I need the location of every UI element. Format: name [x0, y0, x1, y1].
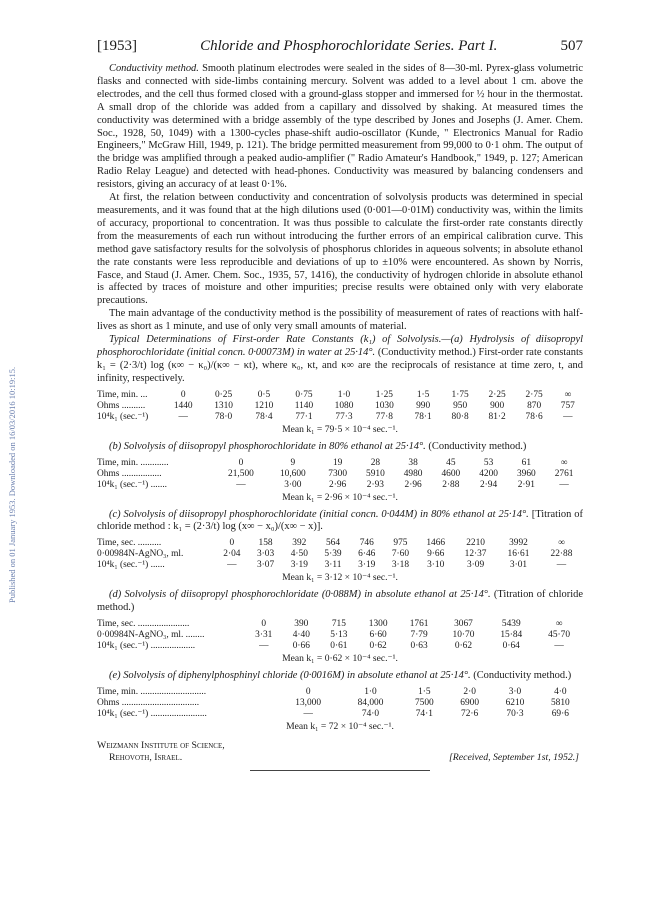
- table-cell: 0·61: [330, 641, 348, 652]
- table-cell: 9·66: [427, 549, 445, 560]
- table-cell: 0·63: [410, 641, 428, 652]
- table-cell: 6·46: [358, 549, 376, 560]
- table-cell: 1·5: [418, 687, 431, 698]
- table-cell: 3·19: [358, 560, 376, 571]
- table-cell: 80·8: [451, 411, 469, 422]
- table-cell: 1·25: [375, 389, 393, 400]
- table-cell: 4980: [403, 468, 423, 479]
- table-cell: 3·18: [391, 560, 410, 571]
- table-cell: 0: [180, 389, 186, 400]
- table-cell: 78·4: [255, 411, 273, 422]
- table-cell: 1·0: [364, 687, 377, 698]
- table-row: [97, 641, 583, 652]
- row-label: 0·00984N-AgNO₃, ml. ........: [97, 630, 205, 641]
- table-cell: 4600: [441, 468, 461, 479]
- table-cell: 975: [393, 538, 408, 549]
- table-cell: ∞: [558, 538, 565, 549]
- footer: [97, 740, 583, 764]
- table-cell: 950: [453, 400, 468, 411]
- table-cell: 564: [325, 538, 341, 549]
- table-cell: 1·5: [416, 389, 430, 400]
- table-cell: 757: [560, 400, 575, 411]
- table-cell: 2·25: [488, 389, 506, 400]
- paragraph-advantage: The main advantage of the conductivity method is the possibility of measurement of rates of reactions with half-lives as short as 1 minute, and use of only very small amounts of material.: [97, 308, 583, 333]
- table-row: [97, 469, 583, 480]
- table-cell: 2·93: [366, 479, 384, 490]
- paragraph-lead: Typical Determinations of First-order Rate Constants (k₁) of Solvolysis.—(a) Hydrolysis of diisopropyl phosphorochloridate (initial concn. 0·00073M) in water at 25·14°.: [97, 334, 583, 358]
- table-cell: 72·6: [461, 709, 479, 720]
- data-table: [97, 538, 583, 571]
- table-cell: 3067: [454, 619, 473, 630]
- table-cell: 78·1: [414, 411, 432, 422]
- table-cell: 3·10: [427, 560, 445, 571]
- page: [97, 38, 583, 771]
- table-cell: 3·07: [256, 560, 275, 571]
- table-cell: 3·09: [466, 560, 485, 571]
- table-cell: 2·04: [223, 549, 241, 560]
- table-cell: 7300: [328, 468, 348, 479]
- data-tables: [97, 390, 583, 732]
- table-cell: 3·03: [256, 549, 275, 560]
- table-cell: —: [236, 479, 246, 490]
- year: [1953]: [97, 38, 137, 54]
- table-row: [97, 390, 583, 401]
- table-cell: 28: [370, 457, 381, 468]
- table-cell: 0·25: [214, 389, 233, 400]
- table-cell: 0·62: [369, 641, 387, 652]
- table-cell: —: [227, 560, 237, 571]
- table-row: [97, 560, 583, 571]
- mean-rate-constant: Mean k₁ = 0·62 × 10⁻⁴ sec.⁻¹.: [282, 653, 398, 665]
- table-cell: 1310: [214, 400, 233, 411]
- table-cell: 7500: [414, 698, 434, 709]
- row-label: Time, min. ............................: [97, 687, 207, 698]
- row-label: 10⁴k₁ (sec.⁻¹) ......: [97, 560, 165, 571]
- table-cell: 3·00: [284, 479, 302, 490]
- table-heading-italic: (c) Solvolysis of diisopropyl phosphorochloridate (initial concn. 0·044M) in 80% ethanol at 25·14°.: [109, 508, 529, 520]
- table-cell: —: [259, 641, 269, 652]
- table-cell: 1140: [294, 400, 314, 411]
- table-cell: 19: [332, 457, 343, 468]
- table-cell: 2·75: [525, 389, 543, 400]
- table-cell: 21,500: [228, 468, 254, 479]
- table-heading-italic: (e) Solvolysis of diphenylphosphinyl chloride (0·0016M) in absolute ethanol at 25·14°.: [109, 670, 471, 682]
- table-cell: 84,000: [357, 698, 384, 709]
- data-table: [97, 619, 583, 652]
- paragraph-lead: Conductivity method.: [109, 63, 199, 74]
- table-cell: 0·5: [257, 389, 271, 400]
- table-cell: 77·8: [375, 411, 393, 422]
- table-cell: 74·0: [361, 709, 380, 720]
- table-cell: 1440: [173, 400, 193, 411]
- institution-line-2: Rehovoth, Israel.: [109, 752, 183, 764]
- table-row: [97, 687, 583, 698]
- table-cell: 2·91: [517, 479, 535, 490]
- mean-rate-constant: Mean k₁ = 79·5 × 10⁻⁴ sec.⁻¹.: [282, 423, 398, 435]
- table-cell: 900: [490, 400, 505, 411]
- table-cell: 45·70: [548, 630, 571, 641]
- institution-line-1: Weizmann Institute of Science,: [97, 740, 225, 752]
- mean-rate-constant: Mean k₁ = 72 × 10⁻⁴ sec.⁻¹.: [286, 721, 394, 733]
- table-cell: 158: [258, 538, 273, 549]
- table-heading: [97, 670, 583, 683]
- table-cell: 3·19: [290, 560, 308, 571]
- table-cell: 38: [408, 457, 418, 468]
- table-cell: 0: [305, 687, 311, 698]
- table-cell: 6·60: [369, 630, 387, 641]
- table-cell: 78·0: [214, 411, 233, 422]
- table-heading: [97, 589, 583, 615]
- table-cell: 7·60: [391, 549, 410, 560]
- table-cell: 1030: [375, 400, 394, 411]
- table-cell: 10·70: [452, 630, 475, 641]
- table-cell: 22·88: [550, 549, 573, 560]
- table-cell: 16·61: [507, 549, 530, 560]
- table-cell: —: [563, 411, 573, 422]
- table-cell: 74·1: [415, 709, 433, 720]
- table-cell: 2761: [554, 468, 574, 479]
- row-label: 10⁴k₁ (sec.⁻¹) ........................: [97, 709, 207, 720]
- table-cell: 5439: [501, 619, 521, 630]
- paragraph-text: (Conductivity method.) First-order rate constants k₁ = (2·3/t) log (κ∞ − κ₀)/(κ∞ − κt), where κ₀, κt, and κ∞ are the reciprocals of resistance at time zero, t, and infinity, respectively.: [97, 346, 583, 384]
- data-table: [97, 458, 583, 491]
- table-cell: 2·96: [329, 479, 347, 490]
- table-cell: 1·75: [451, 389, 469, 400]
- table-heading: [97, 441, 583, 454]
- table-cell: 7·79: [410, 630, 428, 641]
- table-row: [97, 538, 583, 549]
- table-cell: 0: [229, 538, 235, 549]
- table-cell: 3·11: [324, 560, 342, 571]
- table-cell: —: [559, 479, 569, 490]
- table-cell: —: [178, 411, 188, 422]
- table-cell: 3·31: [255, 630, 273, 641]
- table-cell: 2·0: [463, 687, 476, 698]
- publication-stamp[interactable]: Published on 01 January 1953. Downloaded on 16/03/2016 10:19:15.: [7, 366, 17, 603]
- received-date: [Received, September 1st, 1952.]: [448, 752, 579, 764]
- row-label: 10⁴k₁ (sec.⁻¹): [97, 411, 149, 422]
- page-title: Chloride and Phosphorochloridate Series. Part I.: [200, 38, 498, 54]
- paragraph-typical-determinations: [97, 334, 583, 386]
- table-cell: 1300: [368, 619, 388, 630]
- table-cell: 45: [446, 457, 456, 468]
- row-label: Ohms ..........: [97, 400, 146, 411]
- table-cell: 0·75: [295, 389, 313, 400]
- table-cell: 77·1: [295, 411, 313, 422]
- table-heading-italic: (b) Solvolysis of diisopropyl phosphorochloridate in 80% ethanol at 25·14°.: [109, 440, 426, 452]
- table-cell: 990: [416, 400, 431, 411]
- table-row: [97, 458, 583, 469]
- table-row: [97, 630, 583, 641]
- table-cell: 81·2: [488, 411, 506, 422]
- table-cell: 10,600: [279, 468, 306, 479]
- row-label: Time, min. ...: [97, 389, 148, 400]
- table-cell: 392: [292, 538, 307, 549]
- table-cell: 1466: [426, 538, 446, 549]
- table-cell: 1761: [409, 619, 429, 630]
- row-label: 10⁴k₁ (sec.⁻¹) ...................: [97, 641, 196, 652]
- table-cell: 69·6: [551, 709, 569, 720]
- table-cell: 1210: [254, 400, 274, 411]
- table-heading: [97, 509, 583, 535]
- table-cell: 6900: [460, 698, 480, 709]
- table-cell: ∞: [564, 389, 572, 400]
- table-cell: 77·3: [335, 411, 353, 422]
- page-number: 507: [560, 38, 583, 54]
- table-cell: 4·40: [292, 630, 310, 641]
- table-heading-plain: (Titration of chloride method.): [97, 589, 583, 614]
- table-cell: 0: [261, 619, 267, 630]
- table-heading-plain: (Conductivity method.): [425, 440, 527, 452]
- table-cell: 5910: [366, 468, 385, 479]
- mean-rate-constant: Mean k₁ = 3·12 × 10⁻⁴ sec.⁻¹.: [282, 572, 398, 584]
- mean-rate-constant: Mean k₁ = 2·96 × 10⁻⁴ sec.⁻¹.: [282, 491, 398, 503]
- row-label: Ohms .................................: [97, 698, 200, 709]
- table-cell: ∞: [555, 619, 563, 630]
- data-table: [97, 390, 583, 423]
- row-label: 10⁴k₁ (sec.⁻¹) .......: [97, 479, 168, 490]
- table-cell: 746: [359, 538, 374, 549]
- table-heading-plain: [Titration of chloride method : k₁ = (2·3/t) log (x∞ − x₀)/(x∞ − x)].: [97, 508, 583, 533]
- row-label: 0·00984N-AgNO₃, ml.: [97, 549, 184, 560]
- table-cell: —: [554, 641, 564, 652]
- row-label: Time, sec. ..........: [97, 538, 162, 549]
- table-cell: 2·96: [404, 479, 422, 490]
- table-cell: 3992: [509, 538, 528, 549]
- table-row: [97, 401, 583, 412]
- table-cell: 4·0: [554, 687, 567, 698]
- table-cell: ∞: [560, 457, 568, 468]
- table-heading-italic: (d) Solvolysis of diisopropyl phosphorochloridate (0·088M) in absolute ethanol at 25·14°.: [109, 589, 491, 601]
- table-cell: 13,000: [295, 698, 322, 709]
- paragraph-conductivity-method: [97, 63, 583, 192]
- row-label: Ohms .................: [97, 468, 162, 479]
- table-cell: 61: [521, 457, 531, 468]
- table-cell: 70·3: [506, 709, 524, 720]
- table-cell: 3·0: [508, 687, 522, 698]
- table-cell: —: [556, 560, 567, 571]
- table-cell: 2·94: [479, 479, 498, 490]
- table-cell: 0: [238, 457, 244, 468]
- table-cell: 0·66: [292, 641, 310, 652]
- row-label: Time, sec. ......................: [97, 619, 190, 630]
- table-cell: 9: [290, 457, 296, 468]
- running-head: [97, 38, 583, 55]
- table-cell: —: [303, 709, 313, 720]
- table-cell: 1·0: [337, 389, 351, 400]
- table-row: [97, 412, 583, 423]
- table-cell: 4200: [479, 468, 498, 479]
- table-cell: 5·39: [324, 549, 342, 560]
- data-table: [97, 687, 583, 720]
- table-cell: 390: [294, 619, 309, 630]
- table-cell: 53: [483, 457, 494, 468]
- table-row: [97, 709, 583, 720]
- table-cell: 78·6: [525, 411, 543, 422]
- row-label: Time, min. ............: [97, 457, 169, 468]
- table-cell: 3·01: [509, 560, 528, 571]
- table-row: [97, 619, 583, 630]
- end-rule: [250, 770, 430, 771]
- table-row: [97, 698, 583, 709]
- table-cell: 2·88: [442, 479, 460, 490]
- table-row: [97, 480, 583, 491]
- table-cell: 12·37: [464, 549, 487, 560]
- paragraph-text: Smooth platinum electrodes were sealed in the sides of 8—30-ml. Pyrex-glass volumetric flasks and connected with side-limbs containing mercury. Solvent was added to a level about 1 cm. above the electrodes, and the cell thus formed closed with a ground-glass stopper and immersed for ½ hour in the thermostat. A small drop of the chloride was added from a capillary and dissolved by shaking. At measured times the conductivity was determined with a bridge assembly of the type described by Jones and Josephs (J. Amer. Chem. Soc., 1928, 50, 1049) with a 1300-cycles phase-shift audio-oscillator (Kunde, " Electronics Manual for Radio Engineers," McGraw Hill, 1949, p. 121). The bridge permitted measurement from 99,000 to 0·1 ohm. The output of the bridge was amplified through a peaked audio-amplifier (" Radio Amateur's Handbook," 1949, p. 127; American Radio Relay League) and detected with head-phones. Conductivity was measured by balancing condensers and resistors, giving an accuracy of at least 0·1%.: [97, 63, 584, 191]
- table-cell: 4·50: [290, 549, 308, 560]
- table-cell: 5·13: [330, 630, 348, 641]
- table-cell: 870: [527, 400, 542, 411]
- table-cell: 1080: [334, 400, 354, 411]
- table-cell: 15·84: [500, 630, 523, 641]
- paragraph-calibration: At first, the relation between conductivity and concentration of solvolysis products was determined in special measurements, and it was found that at the high dilutions used (0·001—0·01M) conductivity was, within the limits of accuracy, proportional to concentration. It was thus possible to calculate the first-order rate constants directly from the measurements of each run without introducing the further errors of an empirical calibration curve. This method gave satisfactory results for the solvolysis of phosphorus chlorides in aqueous solvents; in absolute ethanol the rate constants were less reproducible and deviations of up to ±10% were encountered. As shown by Norris, Fasce, and Staud (J. Amer. Chem. Soc., 1935, 57, 1416), the conductivity of hydrogen chloride in absolute ethanol is affected by traces of moisture and other impurities; precise results were obtained only with very elaborate precautions.: [97, 192, 583, 307]
- table-heading-plain: (Conductivity method.): [470, 670, 572, 682]
- table-cell: 0·64: [502, 641, 520, 652]
- table-cell: 3960: [516, 468, 536, 479]
- table-cell: 2210: [466, 538, 485, 549]
- table-row: [97, 549, 583, 560]
- table-cell: 6210: [505, 698, 525, 709]
- table-cell: 715: [331, 619, 346, 630]
- table-cell: 5810: [550, 698, 570, 709]
- table-cell: 0·62: [454, 641, 473, 652]
